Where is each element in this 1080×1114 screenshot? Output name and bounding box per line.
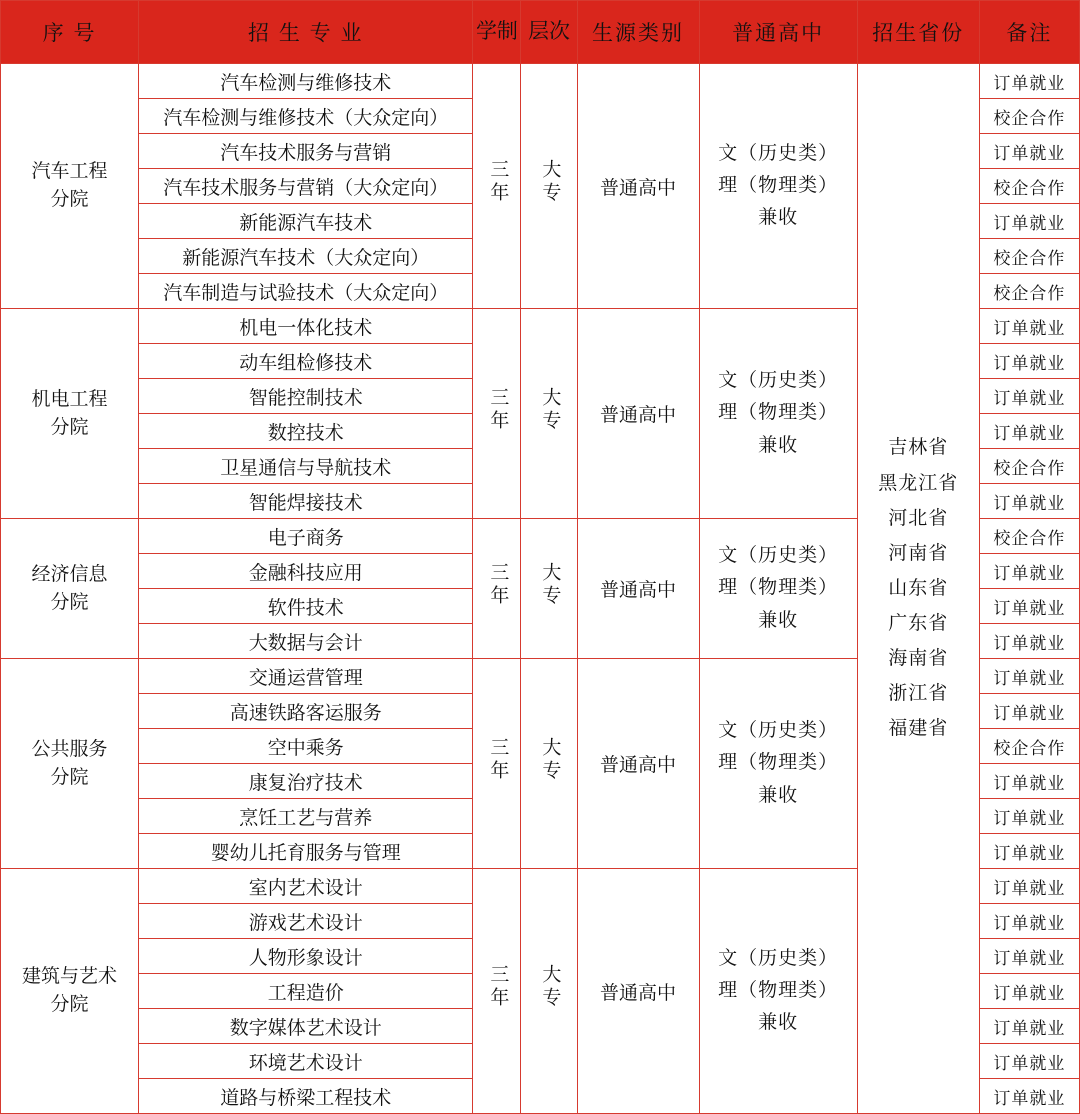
highschool-cell: 文（历史类） 理（物理类） 兼收 — [699, 519, 857, 659]
header-level-text: 层次 — [527, 19, 570, 43]
note-cell: 校企合作 — [979, 519, 1079, 554]
note-cell: 订单就业 — [979, 1044, 1079, 1079]
major-cell: 康复治疗技术 — [139, 764, 473, 799]
header-years-text: 学制 — [475, 19, 518, 43]
major-cell: 婴幼儿托育服务与管理 — [139, 834, 473, 869]
major-cell: 室内艺术设计 — [139, 869, 473, 904]
source-cell: 普通高中 — [577, 309, 699, 519]
header-row — [1, 1, 1080, 64]
source-cell: 普通高中 — [577, 64, 699, 309]
major-cell: 电子商务 — [139, 519, 473, 554]
department-cell: 公共服务 分院 — [1, 659, 139, 869]
major-cell: 高速铁路客运服务 — [139, 694, 473, 729]
level-cell: 大专 — [521, 869, 577, 1114]
note-cell: 订单就业 — [979, 344, 1079, 379]
major-cell: 交通运营管理 — [139, 659, 473, 694]
major-cell: 软件技术 — [139, 589, 473, 624]
table-header — [1, 1, 1080, 64]
major-cell: 汽车技术服务与营销（大众定向） — [139, 169, 473, 204]
department-cell: 经济信息 分院 — [1, 519, 139, 659]
level-cell: 大专 — [521, 519, 577, 659]
level-cell: 大专 — [521, 659, 577, 869]
note-cell: 订单就业 — [979, 379, 1079, 414]
level-cell: 大专 — [521, 64, 577, 309]
major-cell: 工程造价 — [139, 974, 473, 1009]
note-cell: 订单就业 — [979, 1009, 1079, 1044]
major-cell: 智能控制技术 — [139, 379, 473, 414]
department-cell: 机电工程 分院 — [1, 309, 139, 519]
note-cell: 订单就业 — [979, 694, 1079, 729]
major-cell: 烹饪工艺与营养 — [139, 799, 473, 834]
highschool-cell: 文（历史类） 理（物理类） 兼收 — [699, 309, 857, 519]
source-cell: 普通高中 — [577, 519, 699, 659]
note-cell: 订单就业 — [979, 589, 1079, 624]
note-cell: 订单就业 — [979, 484, 1079, 519]
note-cell: 校企合作 — [979, 239, 1079, 274]
note-cell: 订单就业 — [979, 939, 1079, 974]
note-cell: 校企合作 — [979, 274, 1079, 309]
header-cell-note: 备注 — [979, 1, 1079, 64]
major-cell: 汽车检测与维修技术（大众定向） — [139, 99, 473, 134]
note-cell: 订单就业 — [979, 64, 1079, 99]
major-cell: 空中乘务 — [139, 729, 473, 764]
header-cell-source: 生源类别 — [577, 1, 699, 64]
table-body — [1, 64, 1080, 1114]
department-cell: 汽车工程 分院 — [1, 64, 139, 309]
major-cell: 新能源汽车技术（大众定向） — [139, 239, 473, 274]
note-cell: 校企合作 — [979, 729, 1079, 764]
table-row — [1, 64, 1080, 99]
note-cell: 订单就业 — [979, 659, 1079, 694]
major-cell: 人物形象设计 — [139, 939, 473, 974]
major-cell: 游戏艺术设计 — [139, 904, 473, 939]
header-cell-years — [473, 1, 521, 64]
major-cell: 道路与桥梁工程技术 — [139, 1079, 473, 1114]
major-cell: 新能源汽车技术 — [139, 204, 473, 239]
years-cell: 三年 — [473, 309, 521, 519]
level-cell: 大专 — [521, 309, 577, 519]
note-cell: 订单就业 — [979, 834, 1079, 869]
major-cell: 汽车技术服务与营销 — [139, 134, 473, 169]
years-cell: 三年 — [473, 869, 521, 1114]
department-cell: 建筑与艺术 分院 — [1, 869, 139, 1114]
highschool-cell: 文（历史类） 理（物理类） 兼收 — [699, 869, 857, 1114]
header-cell-index: 序 号 — [1, 1, 139, 64]
major-cell: 智能焊接技术 — [139, 484, 473, 519]
highschool-cell: 文（历史类） 理（物理类） 兼收 — [699, 659, 857, 869]
major-cell: 卫星通信与导航技术 — [139, 449, 473, 484]
provinces-cell: 吉林省 黑龙江省 河北省 河南省 山东省 广东省 海南省 浙江省 福建省 — [857, 64, 979, 1114]
years-cell: 三年 — [473, 659, 521, 869]
source-cell: 普通高中 — [577, 659, 699, 869]
header-cell-level — [521, 1, 577, 64]
major-cell: 机电一体化技术 — [139, 309, 473, 344]
major-cell: 数字媒体艺术设计 — [139, 1009, 473, 1044]
header-cell-provinces: 招生省份 — [857, 1, 979, 64]
note-cell: 订单就业 — [979, 204, 1079, 239]
note-cell: 订单就业 — [979, 554, 1079, 589]
note-cell: 校企合作 — [979, 449, 1079, 484]
note-cell: 校企合作 — [979, 99, 1079, 134]
note-cell: 订单就业 — [979, 309, 1079, 344]
major-cell: 大数据与会计 — [139, 624, 473, 659]
major-cell: 环境艺术设计 — [139, 1044, 473, 1079]
highschool-cell: 文（历史类） 理（物理类） 兼收 — [699, 64, 857, 309]
major-cell: 汽车检测与维修技术 — [139, 64, 473, 99]
source-cell: 普通高中 — [577, 869, 699, 1114]
major-cell: 金融科技应用 — [139, 554, 473, 589]
note-cell: 订单就业 — [979, 869, 1079, 904]
note-cell: 订单就业 — [979, 974, 1079, 1009]
major-cell: 动车组检修技术 — [139, 344, 473, 379]
major-cell: 数控技术 — [139, 414, 473, 449]
header-cell-major: 招 生 专 业 — [139, 1, 473, 64]
note-cell: 订单就业 — [979, 624, 1079, 659]
years-cell: 三年 — [473, 519, 521, 659]
years-cell: 三年 — [473, 64, 521, 309]
note-cell: 订单就业 — [979, 1079, 1079, 1114]
note-cell: 校企合作 — [979, 169, 1079, 204]
note-cell: 订单就业 — [979, 134, 1079, 169]
note-cell: 订单就业 — [979, 764, 1079, 799]
major-cell: 汽车制造与试验技术（大众定向） — [139, 274, 473, 309]
note-cell: 订单就业 — [979, 799, 1079, 834]
header-cell-highschool: 普通高中 — [699, 1, 857, 64]
note-cell: 订单就业 — [979, 904, 1079, 939]
note-cell: 订单就业 — [979, 414, 1079, 449]
